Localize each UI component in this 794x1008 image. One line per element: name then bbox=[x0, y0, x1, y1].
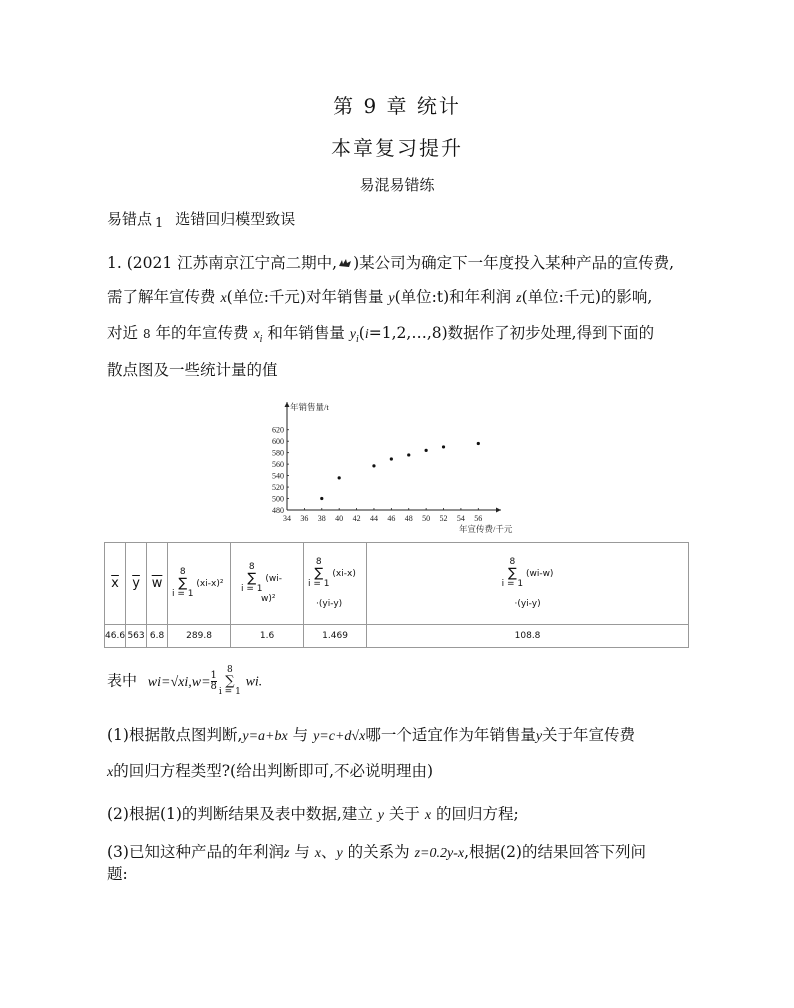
var-y: y bbox=[377, 808, 384, 823]
chapter-title: 第 9 章 统计 bbox=[333, 94, 461, 118]
text-fragment: 的关系为 bbox=[342, 843, 415, 861]
x-tick-label: 52 bbox=[439, 514, 448, 523]
header-sum-wy: 8 ∑ i = 1 (wi-w) ·(yi-y) bbox=[367, 543, 689, 625]
data-point bbox=[425, 449, 428, 452]
text-fragment: =1,2,…,8)数据作了初步处理,得到下面的 bbox=[368, 324, 655, 342]
value-xbar: 46.6 bbox=[105, 625, 126, 648]
data-point bbox=[372, 464, 375, 467]
text-fragment: 哪一个适宜作为年销售量 bbox=[365, 726, 536, 744]
y-tick-label: 520 bbox=[272, 483, 284, 493]
value-sum-x-sq: 289.8 bbox=[168, 625, 231, 648]
note-w-definition: wi=√xi,w= bbox=[147, 674, 211, 690]
var-y: y bbox=[388, 291, 395, 306]
text-fragment: 需了解年宣传费 bbox=[107, 288, 221, 306]
subscript-i: i bbox=[259, 334, 263, 345]
error-point-label: 易错点 bbox=[107, 210, 153, 228]
note-prefix: 表中 bbox=[107, 671, 138, 690]
data-point bbox=[338, 476, 341, 479]
data-point bbox=[320, 497, 323, 500]
data-point bbox=[442, 445, 445, 448]
y-tick-label: 600 bbox=[272, 437, 284, 447]
var-x: x bbox=[314, 846, 321, 861]
x-tick-label: 40 bbox=[335, 514, 344, 523]
data-point bbox=[407, 453, 410, 456]
text-fragment: 关于年宣传费 bbox=[542, 726, 636, 744]
problem-line-3 bbox=[107, 323, 654, 346]
var-x: x bbox=[253, 327, 260, 342]
text-fragment: 的回归方程类型?(给出判断即可,不必说明理由) bbox=[113, 762, 434, 780]
var-i: i bbox=[364, 327, 369, 342]
y-tick-label: 500 bbox=[272, 494, 284, 504]
error-point-heading bbox=[107, 208, 295, 229]
question-2 bbox=[107, 804, 519, 826]
question-3-line-1 bbox=[107, 842, 646, 864]
problem-line-4: 散点图及一些统计量的值 bbox=[107, 361, 278, 379]
difficulty-stars-icon bbox=[338, 258, 352, 268]
x-tick-label: 54 bbox=[456, 514, 465, 523]
text-fragment: 的回归方程; bbox=[431, 805, 519, 823]
text-fragment: 和年销售量 bbox=[262, 324, 350, 342]
var-y: y bbox=[336, 846, 343, 861]
statistics-table bbox=[104, 542, 689, 648]
var-x: x bbox=[424, 808, 432, 823]
value-ybar: 563 bbox=[126, 625, 147, 648]
value-sum-w-sq: 1.6 bbox=[231, 625, 304, 648]
header-sum-x-sq: 8 ∑ i = 1 (xi-x)² bbox=[168, 543, 231, 625]
y-tick-label: 480 bbox=[272, 506, 284, 515]
text-fragment: (单位:千元)对年销售量 bbox=[226, 288, 389, 306]
header-sum-xy: 8 ∑ i = 1 (xi-x) ·(yi-y) bbox=[304, 543, 367, 625]
text-fragment: 与 bbox=[287, 726, 314, 744]
y-axis-label: 年销售量/t bbox=[290, 402, 329, 412]
count-8: 8 bbox=[142, 327, 151, 341]
y-tick-label: 620 bbox=[272, 425, 284, 435]
table-header-row bbox=[105, 543, 689, 625]
profit-equation: z=0.2y-x bbox=[414, 846, 465, 861]
section-title: 本章复习提升 bbox=[331, 136, 463, 160]
model-linear: y=a+bx bbox=[242, 729, 288, 744]
text-fragment: (1)根据散点图判断, bbox=[107, 726, 243, 744]
x-tick-label: 34 bbox=[283, 514, 291, 523]
header-sum-w-sq: 8 ∑ i = 1 (wi- w)² bbox=[231, 543, 304, 625]
value-sum-xy: 1.469 bbox=[304, 625, 367, 648]
y-tick-label: 580 bbox=[272, 448, 284, 458]
x-tick-label: 38 bbox=[317, 514, 326, 523]
text-fragment: 对近 bbox=[107, 324, 143, 342]
problem-intro: )某公司为确定下一年度投入某种产品的宣传费, bbox=[353, 254, 675, 272]
error-point-number: 1 bbox=[155, 216, 164, 231]
text-fragment: 年的年宣传费 bbox=[150, 324, 254, 342]
error-point-title: 选错回归模型致误 bbox=[175, 210, 296, 228]
text-fragment: ( bbox=[358, 324, 365, 342]
x-tick-label: 56 bbox=[474, 514, 483, 523]
y-tick-label: 560 bbox=[272, 460, 284, 470]
x-axis-label: 年宣传费/千元 bbox=[459, 524, 513, 534]
text-fragment: 与 bbox=[289, 843, 315, 861]
x-tick-label: 46 bbox=[387, 514, 396, 523]
y-tick-label: 540 bbox=[272, 471, 284, 481]
data-point bbox=[390, 457, 393, 460]
y-axis-arrow bbox=[285, 402, 290, 407]
text-fragment: 、 bbox=[321, 843, 337, 861]
question-1-line-2 bbox=[107, 761, 433, 783]
x-tick-label: 48 bbox=[404, 514, 413, 523]
x-tick-label: 42 bbox=[352, 514, 361, 523]
note-fraction: $\frac{1}{8}$ bbox=[210, 670, 217, 692]
x-tick-label: 36 bbox=[300, 514, 309, 523]
data-point bbox=[477, 442, 480, 445]
text-fragment: (3)已知这种产品的年利润 bbox=[107, 843, 284, 861]
var-x: x bbox=[220, 291, 227, 306]
text-fragment: ,根据(2)的结果回答下列问 bbox=[464, 843, 646, 861]
value-sum-wy: 108.8 bbox=[367, 625, 689, 648]
var-y: y bbox=[535, 729, 543, 744]
text-fragment: (单位:t)和年利润 bbox=[394, 288, 517, 306]
text-fragment: (单位:千元)的影响, bbox=[521, 288, 653, 306]
text-fragment: 关于 bbox=[384, 805, 425, 823]
note-sum: 8 ∑ i = 1 bbox=[218, 665, 241, 697]
subsection-title: 易混易错练 bbox=[359, 176, 435, 194]
note-suffix: wi. bbox=[245, 674, 263, 690]
var-z: z bbox=[283, 846, 290, 861]
var-x: x bbox=[107, 765, 114, 780]
scatter-plot bbox=[255, 398, 545, 534]
header-xbar: $\overline{x}$ bbox=[105, 543, 126, 625]
value-wbar: 6.8 bbox=[147, 625, 168, 648]
problem-line-2 bbox=[107, 287, 652, 309]
table-note bbox=[107, 666, 262, 697]
header-wbar: $\overline{w}$ bbox=[147, 543, 168, 625]
question-1-line-1 bbox=[107, 725, 635, 747]
problem-line-1 bbox=[107, 253, 674, 273]
header-ybar: $\overline{y}$ bbox=[126, 543, 147, 625]
x-axis-arrow bbox=[496, 508, 501, 513]
problem-source: 1. (2021 江苏南京江宁高二期中, bbox=[107, 254, 338, 272]
question-3-line-2: 题: bbox=[107, 865, 128, 883]
var-z: z bbox=[516, 291, 522, 306]
x-tick-label: 44 bbox=[369, 514, 378, 523]
subscript-i: i bbox=[356, 334, 359, 345]
x-tick-label: 50 bbox=[422, 514, 431, 523]
text-fragment: (2)根据(1)的判断结果及表中数据,建立 bbox=[107, 805, 378, 823]
var-y: y bbox=[349, 327, 357, 342]
model-sqrt: y=c+d√x bbox=[313, 729, 366, 744]
table-row bbox=[105, 625, 689, 648]
